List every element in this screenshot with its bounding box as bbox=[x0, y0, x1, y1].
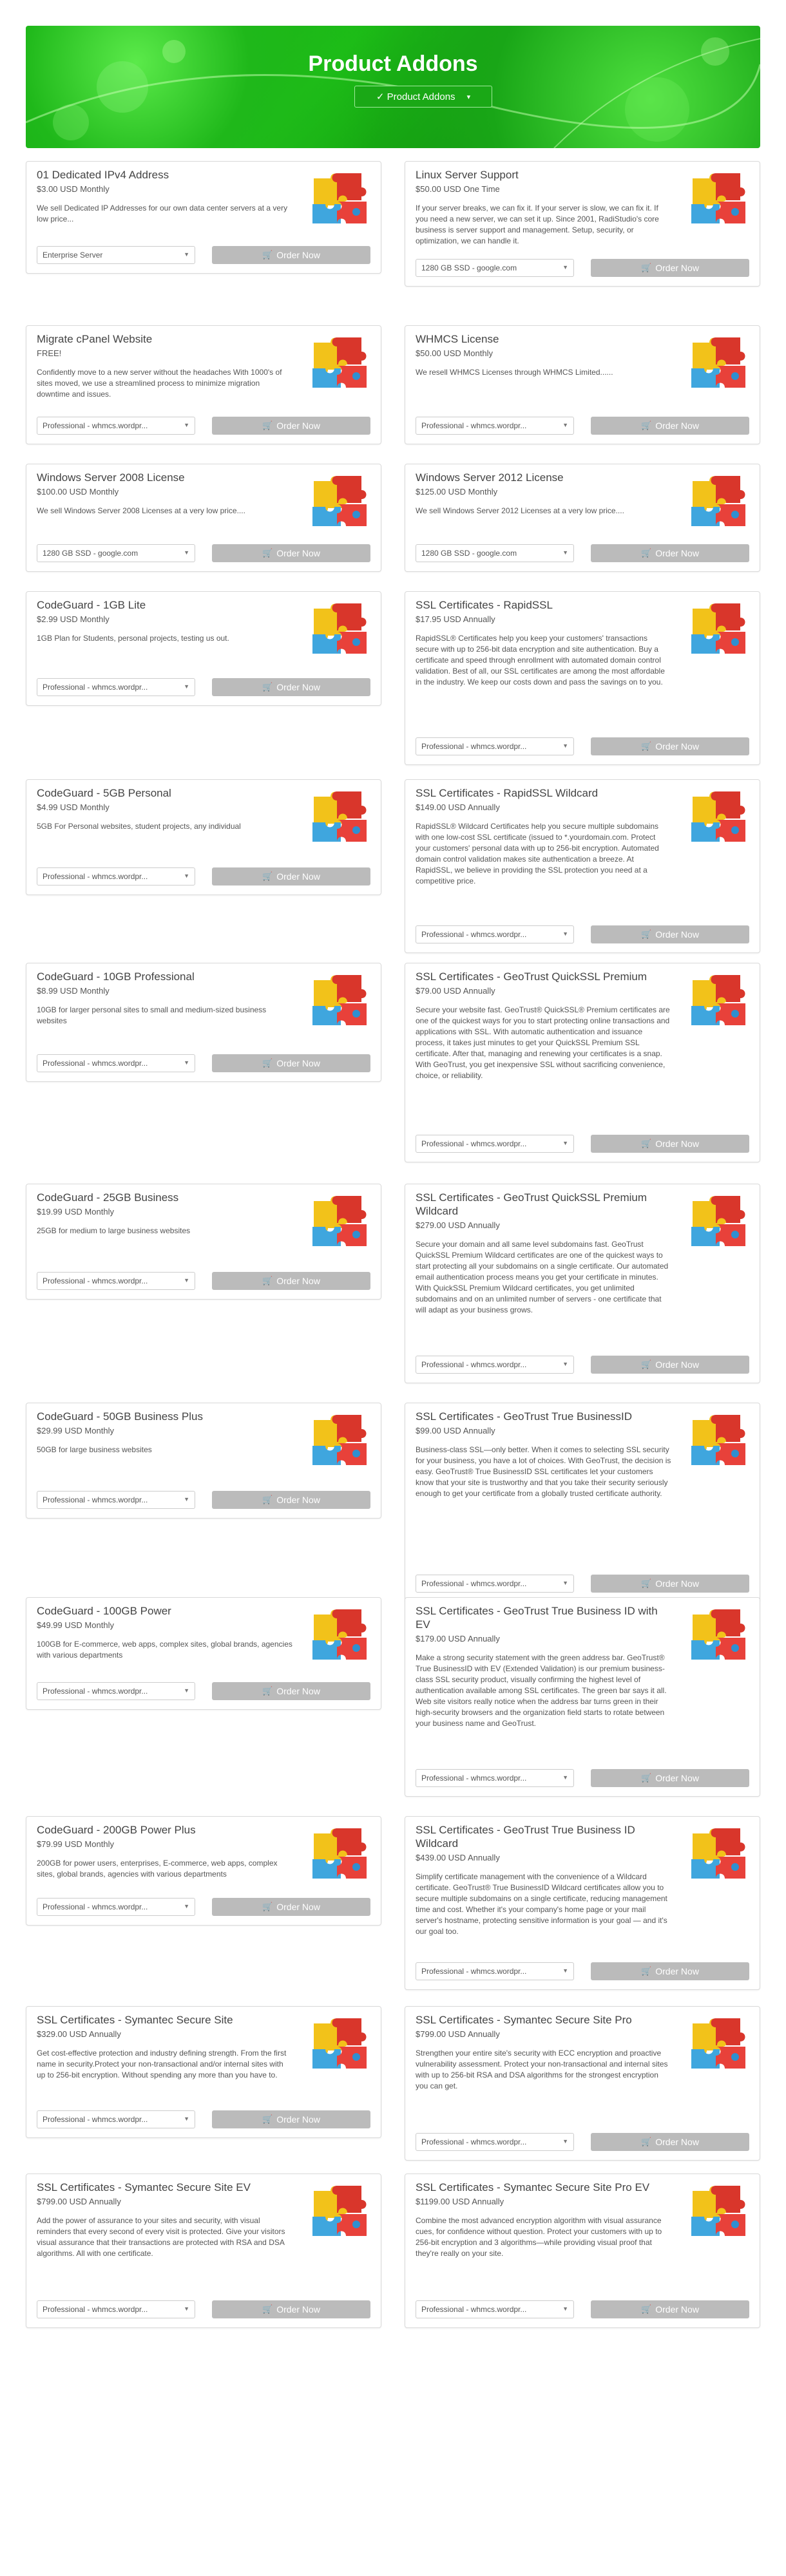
order-now-button[interactable] bbox=[591, 2133, 749, 2151]
order-now-label: Order Now bbox=[655, 929, 699, 940]
addon-price: $2.99 USD Monthly bbox=[37, 614, 110, 624]
service-select-value: Professional - whmcs.wordpr... bbox=[421, 1774, 527, 1783]
addon-price: $799.00 USD Annually bbox=[416, 2029, 500, 2039]
chevron-down-icon: ▼ bbox=[562, 2138, 568, 2145]
addon-price: $125.00 USD Monthly bbox=[416, 487, 498, 497]
service-select[interactable] bbox=[416, 417, 574, 435]
order-now-label: Order Now bbox=[276, 1276, 320, 1286]
puzzle-icon bbox=[309, 2182, 373, 2241]
addon-title: Linux Server Support bbox=[416, 169, 519, 181]
cart-icon: 🛒 bbox=[262, 1902, 273, 1911]
cart-icon: 🛒 bbox=[641, 548, 652, 558]
service-select[interactable] bbox=[416, 2300, 574, 2318]
service-select[interactable] bbox=[37, 1682, 195, 1700]
addon-description: 5GB For Personal websites, student projects, any individual bbox=[37, 822, 241, 831]
chevron-down-icon: ▼ bbox=[184, 1277, 189, 1283]
addon-price: $149.00 USD Annually bbox=[416, 802, 500, 812]
addon-card bbox=[26, 1403, 381, 1519]
order-now-label: Order Now bbox=[276, 2304, 320, 2315]
puzzle-icon bbox=[687, 971, 752, 1030]
addon-card bbox=[26, 161, 381, 274]
cart-icon: 🛒 bbox=[641, 1139, 652, 1148]
cart-icon: 🛒 bbox=[262, 421, 273, 430]
service-select-value: 1280 GB SSD - google.com bbox=[43, 549, 139, 558]
puzzle-icon bbox=[687, 1605, 752, 1665]
addon-card bbox=[405, 2174, 760, 2328]
addon-card bbox=[26, 2174, 381, 2328]
addon-description: Simplify certificate management with the convenience of a Wildcard certificate. GeoTrust® True BusinessID Wildcard certificates allow you to secure multiple subdomains on a single certificate, reducing management time and cost. Whether it's your company's home page or your mail server's hostname, protecting sensitive information is your goal — and it's our goal too. bbox=[416, 1872, 667, 1936]
service-select[interactable] bbox=[416, 544, 574, 562]
addon-price: $99.00 USD Annually bbox=[416, 1426, 495, 1435]
puzzle-icon bbox=[309, 1192, 373, 1251]
service-select-value: Professional - whmcs.wordpr... bbox=[43, 2305, 148, 2314]
addon-title: SSL Certificates - GeoTrust True Business ID with EV bbox=[416, 1605, 658, 1631]
addon-price: $17.95 USD Annually bbox=[416, 614, 495, 624]
puzzle-icon bbox=[309, 472, 373, 531]
addon-description: 200GB for power users, enterprises, E-commerce, web apps, complex sites, global brands, agencies with various departments bbox=[37, 1859, 278, 1879]
addon-actions bbox=[37, 1491, 370, 1509]
puzzle-icon bbox=[309, 1605, 373, 1665]
puzzle-icon bbox=[309, 788, 373, 847]
chevron-down-icon: ▼ bbox=[184, 1903, 189, 1909]
order-now-label: Order Now bbox=[276, 682, 320, 692]
service-select[interactable] bbox=[37, 678, 195, 696]
service-select-value: Professional - whmcs.wordpr... bbox=[43, 421, 148, 430]
addon-card bbox=[405, 325, 760, 444]
addon-description: 50GB for large business websites bbox=[37, 1445, 152, 1454]
service-select-value: Professional - whmcs.wordpr... bbox=[421, 1967, 527, 1976]
addon-actions bbox=[37, 544, 370, 562]
order-now-button[interactable] bbox=[212, 867, 370, 886]
addon-price: $50.00 USD Monthly bbox=[416, 348, 493, 358]
order-now-label: Order Now bbox=[276, 871, 320, 882]
order-now-label: Order Now bbox=[655, 741, 699, 752]
cart-icon: 🛒 bbox=[262, 548, 273, 558]
addon-title: SSL Certificates - Symantec Secure Site Pro EV bbox=[416, 2181, 650, 2193]
addon-card bbox=[26, 1184, 381, 1300]
service-select[interactable] bbox=[416, 1356, 574, 1374]
addon-title: CodeGuard - 200GB Power Plus bbox=[37, 1824, 196, 1836]
order-now-button[interactable] bbox=[591, 737, 749, 755]
addon-card bbox=[405, 2006, 760, 2161]
addon-card bbox=[405, 1597, 760, 1797]
service-select[interactable] bbox=[37, 867, 195, 886]
addon-price: $279.00 USD Annually bbox=[416, 1220, 500, 1230]
addon-price: $3.00 USD Monthly bbox=[37, 184, 110, 194]
order-now-button[interactable] bbox=[212, 2300, 370, 2318]
addon-title: Windows Server 2012 License bbox=[416, 471, 564, 484]
service-select-value: Professional - whmcs.wordpr... bbox=[43, 1276, 148, 1285]
order-now-button[interactable] bbox=[591, 925, 749, 943]
addon-description: We sell Dedicated IP Addresses for our own data center servers at a very low price... bbox=[37, 204, 288, 223]
addon-card bbox=[26, 464, 381, 572]
service-select-value: Enterprise Server bbox=[43, 251, 103, 260]
addon-description: Get cost-effective protection and industry defining strength. From the first name in security.Protect your non-transactional and/or internal sites with up to 256-bit encryption. Without spending any more than you have to. bbox=[37, 2049, 287, 2079]
addon-description: Secure your domain and all same level subdomains fast. GeoTrust QuickSSL Premium Wildcard certificates are one of the quickest ways to start protecting all your subdomains on a single certificate. Our automated email authentication process means you get your certificate in minutes. With QuickSSL Premium Wildcard certificates, you get unlimited subdomains and on an unlimited number of servers - one certificate that will adapt as your business grows. bbox=[416, 1240, 669, 1314]
addon-price: $19.99 USD Monthly bbox=[37, 1207, 114, 1217]
addon-description: Business-class SSL—only better. When it comes to selecting SSL security for your business, you have a lot of choices. With GeoTrust, the decision is easy. GeoTrust® True BusinessID SSL certificates let your customers know that your site is trustworthy and that you take their security seriously enough to get your certificate from a globally trusted certificate authority. bbox=[416, 1445, 671, 1498]
addon-description: RapidSSL® Certificates help you keep your customers' transactions secure with up to 256-bit data encryption and site authentication. Buy a certificate and speed through enrollment with automated domain control validation. Best of all, our SSL certificates are among the most affordable in the industry. We keep our costs down and pass the savings on to you. bbox=[416, 634, 665, 687]
addon-title: CodeGuard - 50GB Business Plus bbox=[37, 1410, 203, 1423]
addon-description: Combine the most advanced encryption algorithm with visual assurance cues, for confidence without question. Protect your customers with up to 256-bit encryption and 3 algorithms—while providing visual proof that they're really on your site. bbox=[416, 2216, 662, 2258]
chevron-down-icon: ▾ bbox=[466, 93, 471, 101]
order-now-button[interactable] bbox=[591, 1769, 749, 1787]
service-select-value: 1280 GB SSD - google.com bbox=[421, 549, 517, 558]
product-group-select[interactable] bbox=[354, 86, 492, 108]
order-now-label: Order Now bbox=[276, 250, 320, 260]
chevron-down-icon: ▼ bbox=[184, 1687, 189, 1694]
addon-actions bbox=[37, 417, 370, 435]
order-now-button[interactable] bbox=[591, 2300, 749, 2318]
chevron-down-icon: ▼ bbox=[562, 2306, 568, 2312]
addon-actions bbox=[37, 1272, 370, 1290]
addon-title: SSL Certificates - Symantec Secure Site Pro bbox=[416, 2014, 632, 2026]
addon-title: SSL Certificates - GeoTrust True Business ID Wildcard bbox=[416, 1824, 635, 1850]
puzzle-icon bbox=[309, 1411, 373, 1470]
addon-actions bbox=[416, 1135, 749, 1153]
addon-actions bbox=[416, 925, 749, 943]
addon-description: 100GB for E-commerce, web apps, complex sites, global brands, agencies with various departments bbox=[37, 1640, 292, 1660]
cart-icon: 🛒 bbox=[641, 929, 652, 939]
addon-title: SSL Certificates - Symantec Secure Site bbox=[37, 2014, 233, 2026]
addon-title: CodeGuard - 25GB Business bbox=[37, 1191, 179, 1204]
addon-description: Make a strong security statement with the green address bar. GeoTrust® True BusinessID with EV (Extended Validation) is our premium business-class SSL security product, visually confirming the highest level of authentication available among SSL certificates. The green bar says it all. Web site visitors really notice when the address bar turns green in their high-security browsers and the organization field starts to rotate between your business name and GeoTrust. bbox=[416, 1653, 667, 1728]
service-select[interactable] bbox=[416, 1962, 574, 1980]
puzzle-icon bbox=[687, 788, 752, 847]
chevron-down-icon: ▼ bbox=[184, 251, 189, 258]
addon-title: SSL Certificates - RapidSSL Wildcard bbox=[416, 787, 599, 799]
addon-card bbox=[405, 1184, 760, 1383]
service-select[interactable] bbox=[37, 1054, 195, 1072]
addon-description: 25GB for medium to large business websites bbox=[37, 1226, 191, 1235]
cart-icon: 🛒 bbox=[641, 1578, 652, 1588]
service-select[interactable] bbox=[416, 259, 574, 277]
addon-price: $1199.00 USD Annually bbox=[416, 2197, 504, 2206]
cart-icon: 🛒 bbox=[262, 250, 273, 260]
addon-title: CodeGuard - 1GB Lite bbox=[37, 599, 146, 611]
order-now-button[interactable] bbox=[591, 1962, 749, 1980]
order-now-label: Order Now bbox=[276, 1495, 320, 1505]
service-select-value: Professional - whmcs.wordpr... bbox=[43, 1687, 148, 1696]
addon-card bbox=[26, 2006, 381, 2138]
chevron-down-icon: ▼ bbox=[184, 1059, 189, 1066]
order-now-button[interactable] bbox=[212, 678, 370, 696]
addon-title: Windows Server 2008 License bbox=[37, 471, 185, 484]
addon-description: We resell WHMCS Licenses through WHMCS Limited...... bbox=[416, 368, 613, 377]
puzzle-icon bbox=[309, 169, 373, 229]
order-now-label: Order Now bbox=[655, 421, 699, 431]
addon-card bbox=[26, 1816, 381, 1926]
chevron-down-icon: ▼ bbox=[562, 1361, 568, 1367]
service-select-value: Professional - whmcs.wordpr... bbox=[421, 2137, 527, 2146]
order-now-button[interactable] bbox=[212, 1898, 370, 1916]
addon-description: We sell Windows Server 2012 Licenses at a very low price.... bbox=[416, 506, 624, 515]
addon-price: $329.00 USD Annually bbox=[37, 2029, 121, 2039]
addon-actions bbox=[37, 867, 370, 886]
addon-price: $29.99 USD Monthly bbox=[37, 1426, 114, 1435]
service-select[interactable] bbox=[37, 2110, 195, 2128]
service-select[interactable] bbox=[37, 544, 195, 562]
service-select-value: Professional - whmcs.wordpr... bbox=[421, 930, 527, 939]
puzzle-icon bbox=[309, 1824, 373, 1884]
order-now-label: Order Now bbox=[276, 1902, 320, 1912]
order-now-button[interactable] bbox=[591, 417, 749, 435]
addon-title: CodeGuard - 10GB Professional bbox=[37, 971, 195, 983]
chevron-down-icon: ▼ bbox=[562, 1140, 568, 1146]
order-now-label: Order Now bbox=[655, 1359, 699, 1370]
addon-description: 10GB for larger personal sites to small and medium-sized business websites bbox=[37, 1005, 267, 1025]
cart-icon: 🛒 bbox=[641, 1773, 652, 1783]
cart-icon: 🛒 bbox=[262, 1276, 273, 1285]
chevron-down-icon: ▼ bbox=[184, 683, 189, 690]
addon-price: $799.00 USD Annually bbox=[37, 2197, 121, 2206]
addon-actions bbox=[37, 1682, 370, 1700]
addon-actions bbox=[416, 1962, 749, 1980]
chevron-down-icon: ▼ bbox=[184, 549, 189, 556]
order-now-label: Order Now bbox=[655, 1773, 699, 1783]
order-now-button[interactable] bbox=[212, 1054, 370, 1072]
order-now-label: Order Now bbox=[655, 2137, 699, 2147]
cart-icon: 🛒 bbox=[262, 1686, 273, 1696]
addon-title: CodeGuard - 100GB Power bbox=[37, 1605, 171, 1617]
chevron-down-icon: ▼ bbox=[184, 422, 189, 428]
service-select[interactable] bbox=[416, 925, 574, 943]
addon-title: SSL Certificates - GeoTrust True BusinessID bbox=[416, 1410, 633, 1423]
order-now-button[interactable] bbox=[212, 417, 370, 435]
service-select-value: Professional - whmcs.wordpr... bbox=[421, 1579, 527, 1588]
puzzle-icon bbox=[687, 1824, 752, 1884]
puzzle-icon bbox=[687, 169, 752, 229]
chevron-down-icon: ▼ bbox=[562, 422, 568, 428]
addon-price: $100.00 USD Monthly bbox=[37, 487, 119, 497]
puzzle-icon bbox=[309, 600, 373, 659]
addon-actions bbox=[416, 259, 749, 277]
addon-card bbox=[405, 1403, 760, 1602]
puzzle-icon bbox=[309, 334, 373, 393]
order-now-label: Order Now bbox=[276, 421, 320, 431]
chevron-down-icon: ▼ bbox=[562, 1774, 568, 1781]
cart-icon: 🛒 bbox=[262, 682, 273, 692]
addon-price: $439.00 USD Annually bbox=[416, 1853, 500, 1862]
puzzle-icon bbox=[687, 2014, 752, 2074]
service-select-value: Professional - whmcs.wordpr... bbox=[43, 1902, 148, 1911]
order-now-label: Order Now bbox=[655, 2304, 699, 2315]
puzzle-icon bbox=[309, 971, 373, 1030]
addon-title: Migrate cPanel Website bbox=[37, 333, 153, 345]
addon-title: WHMCS License bbox=[416, 333, 499, 345]
addon-actions bbox=[416, 1769, 749, 1787]
addon-description: 1GB Plan for Students, personal projects, testing us out. bbox=[37, 634, 229, 643]
service-select[interactable] bbox=[37, 1272, 195, 1290]
product-group-select-label: ✓ Product Addons bbox=[376, 91, 455, 102]
addon-actions bbox=[416, 2300, 749, 2318]
order-now-label: Order Now bbox=[276, 548, 320, 558]
order-now-button[interactable] bbox=[212, 1272, 370, 1290]
service-select-value: Professional - whmcs.wordpr... bbox=[421, 2305, 527, 2314]
service-select-value: Professional - whmcs.wordpr... bbox=[43, 683, 148, 692]
addon-card bbox=[405, 779, 760, 953]
service-select[interactable] bbox=[416, 737, 574, 755]
cart-icon: 🛒 bbox=[641, 2304, 652, 2314]
addon-actions bbox=[416, 417, 749, 435]
service-select-value: Professional - whmcs.wordpr... bbox=[421, 1139, 527, 1148]
addon-card bbox=[405, 1816, 760, 1990]
addon-price: $8.99 USD Monthly bbox=[37, 986, 110, 996]
addon-price: $49.99 USD Monthly bbox=[37, 1620, 114, 1630]
chevron-down-icon: ▼ bbox=[562, 264, 568, 270]
addon-card bbox=[26, 591, 381, 706]
addon-price: $79.99 USD Monthly bbox=[37, 1839, 114, 1849]
order-now-label: Order Now bbox=[655, 1966, 699, 1976]
chevron-down-icon: ▼ bbox=[184, 2306, 189, 2312]
addon-title: CodeGuard - 5GB Personal bbox=[37, 787, 171, 799]
addon-title: SSL Certificates - RapidSSL bbox=[416, 599, 553, 611]
cart-icon: 🛒 bbox=[641, 421, 652, 430]
chevron-down-icon: ▼ bbox=[562, 931, 568, 937]
cart-icon: 🛒 bbox=[641, 1966, 652, 1976]
addon-price: $79.00 USD Annually bbox=[416, 986, 495, 996]
order-now-button[interactable] bbox=[591, 544, 749, 562]
service-select[interactable] bbox=[37, 417, 195, 435]
cart-icon: 🛒 bbox=[641, 1359, 652, 1369]
order-now-button[interactable] bbox=[591, 1575, 749, 1593]
addon-card bbox=[26, 963, 381, 1082]
addon-card bbox=[405, 591, 760, 765]
service-select-value: Professional - whmcs.wordpr... bbox=[43, 1495, 148, 1504]
addon-actions bbox=[37, 2300, 370, 2318]
addon-description: Strengthen your entire site's security with ECC encryption and proactive vulnerability assessment. Protect your non-transactional and internal sites with up to 256-bit RSA and DSA algorithms for the strongest encryption you can get. bbox=[416, 2049, 668, 2090]
service-select-value: 1280 GB SSD - google.com bbox=[421, 263, 517, 272]
addon-description: Add the power of assurance to your sites and security, with visual reminders that every second of every visit is protected. Give your visitors visual assurance that their transactions are protected with RSA and DSA algorithms. All with one certificate. bbox=[37, 2216, 285, 2258]
addon-actions bbox=[416, 1575, 749, 1593]
chevron-down-icon: ▼ bbox=[562, 743, 568, 749]
addon-title: SSL Certificates - Symantec Secure Site EV bbox=[37, 2181, 251, 2193]
service-select-value: Professional - whmcs.wordpr... bbox=[421, 1360, 527, 1369]
addon-title: SSL Certificates - GeoTrust QuickSSL Premium bbox=[416, 971, 647, 983]
service-select[interactable] bbox=[416, 1575, 574, 1593]
service-select-value: Professional - whmcs.wordpr... bbox=[421, 421, 527, 430]
order-now-label: Order Now bbox=[276, 1058, 320, 1068]
addon-title: 01 Dedicated IPv4 Address bbox=[37, 169, 169, 181]
order-now-label: Order Now bbox=[655, 263, 699, 273]
addon-price: $50.00 USD One Time bbox=[416, 184, 500, 194]
service-select-value: Professional - whmcs.wordpr... bbox=[43, 2115, 148, 2124]
order-now-button[interactable] bbox=[591, 259, 749, 277]
addon-card bbox=[26, 1597, 381, 1710]
cart-icon: 🛒 bbox=[262, 871, 273, 881]
page-title: Product Addons bbox=[308, 52, 478, 76]
addon-actions bbox=[37, 1898, 370, 1916]
addon-card bbox=[405, 161, 760, 287]
puzzle-icon bbox=[309, 2014, 373, 2074]
puzzle-icon bbox=[687, 2182, 752, 2241]
puzzle-icon bbox=[687, 600, 752, 659]
service-select[interactable] bbox=[37, 246, 195, 264]
order-now-button[interactable] bbox=[212, 544, 370, 562]
service-select[interactable] bbox=[37, 2300, 195, 2318]
service-select-value: Professional - whmcs.wordpr... bbox=[421, 742, 527, 751]
addon-description: RapidSSL® Wildcard Certificates help you secure multiple subdomains with one low-cost SSL certificate (issued to *.yourdomain.com. Protect your customers' personal data with up to 256-bit encryption. Automated domain control validation makes site authentication a breeze. At RapidSSL, we believe in providing the SSL protection you need at a competitive price. bbox=[416, 822, 659, 886]
chevron-down-icon: ▼ bbox=[562, 1580, 568, 1586]
order-now-button[interactable] bbox=[591, 1135, 749, 1153]
chevron-down-icon: ▼ bbox=[562, 1967, 568, 1974]
cart-icon: 🛒 bbox=[262, 1058, 273, 1068]
service-select-value: Professional - whmcs.wordpr... bbox=[43, 1059, 148, 1068]
cart-icon: 🛒 bbox=[641, 741, 652, 751]
addon-card bbox=[405, 963, 760, 1162]
addon-actions bbox=[416, 737, 749, 755]
cart-icon: 🛒 bbox=[262, 2114, 273, 2124]
order-now-label: Order Now bbox=[655, 548, 699, 558]
service-select[interactable] bbox=[416, 2133, 574, 2151]
addon-card bbox=[26, 779, 381, 895]
service-select[interactable] bbox=[416, 1135, 574, 1153]
service-select-value: Professional - whmcs.wordpr... bbox=[43, 872, 148, 881]
addon-card bbox=[26, 325, 381, 444]
order-now-button[interactable] bbox=[212, 246, 370, 264]
addon-actions bbox=[416, 544, 749, 562]
addon-price: FREE! bbox=[37, 348, 62, 358]
order-now-button[interactable] bbox=[212, 1491, 370, 1509]
puzzle-icon bbox=[687, 1192, 752, 1251]
addon-card bbox=[405, 464, 760, 572]
order-now-label: Order Now bbox=[655, 1578, 699, 1589]
chevron-down-icon: ▼ bbox=[184, 2116, 189, 2122]
addon-description: Confidently move to a new server without the headaches With 1000's of sites moved, we use a streamlined process to minimize migration downtime and issues. bbox=[37, 368, 282, 399]
addon-actions bbox=[37, 1054, 370, 1072]
puzzle-icon bbox=[687, 334, 752, 393]
order-now-button[interactable] bbox=[591, 1356, 749, 1374]
addon-actions bbox=[416, 2133, 749, 2151]
addon-description: Secure your website fast. GeoTrust® QuickSSL® Premium certificates are one of the quickest ways for you to start protecting online transactions and applications with SSL. With automatic authentication and issuance process, it takes just minutes to get your QuickSSL Premium SSL certificate. After that, managing and renewing your certificates is a snap. With GeoTrust, you get inexpensive SSL without sacrificing convenience, choice, or reliability. bbox=[416, 1005, 670, 1080]
addon-actions bbox=[37, 246, 370, 264]
chevron-down-icon: ▼ bbox=[184, 1496, 189, 1502]
addon-description: We sell Windows Server 2008 Licenses at a very low price.... bbox=[37, 506, 245, 515]
chevron-down-icon: ▼ bbox=[562, 549, 568, 556]
cart-icon: 🛒 bbox=[641, 2137, 652, 2146]
addon-price: $4.99 USD Monthly bbox=[37, 802, 110, 812]
order-now-label: Order Now bbox=[655, 1139, 699, 1149]
page-header-banner bbox=[26, 26, 760, 148]
order-now-button[interactable] bbox=[212, 2110, 370, 2128]
addon-actions bbox=[37, 678, 370, 696]
puzzle-icon bbox=[687, 472, 752, 531]
addon-description: If your server breaks, we can fix it. If your server is slow, we can fix it. If you need a new server, we can set it up. Since 2001, RadiStudio's core business is server support and management. Setup, security, or optimization, we can handle it. bbox=[416, 204, 659, 245]
order-now-label: Order Now bbox=[276, 1686, 320, 1696]
addon-actions bbox=[37, 2110, 370, 2128]
order-now-label: Order Now bbox=[276, 2114, 320, 2125]
addon-actions bbox=[416, 1356, 749, 1374]
service-select[interactable] bbox=[37, 1898, 195, 1916]
service-select[interactable] bbox=[416, 1769, 574, 1787]
addon-price: $179.00 USD Annually bbox=[416, 1634, 500, 1643]
cart-icon: 🛒 bbox=[262, 2304, 273, 2314]
cart-icon: 🛒 bbox=[641, 263, 652, 272]
chevron-down-icon: ▼ bbox=[184, 873, 189, 879]
order-now-button[interactable] bbox=[212, 1682, 370, 1700]
service-select[interactable] bbox=[37, 1491, 195, 1509]
puzzle-icon bbox=[687, 1411, 752, 1470]
addon-title: SSL Certificates - GeoTrust QuickSSL Premium Wildcard bbox=[416, 1191, 647, 1217]
cart-icon: 🛒 bbox=[262, 1495, 273, 1504]
